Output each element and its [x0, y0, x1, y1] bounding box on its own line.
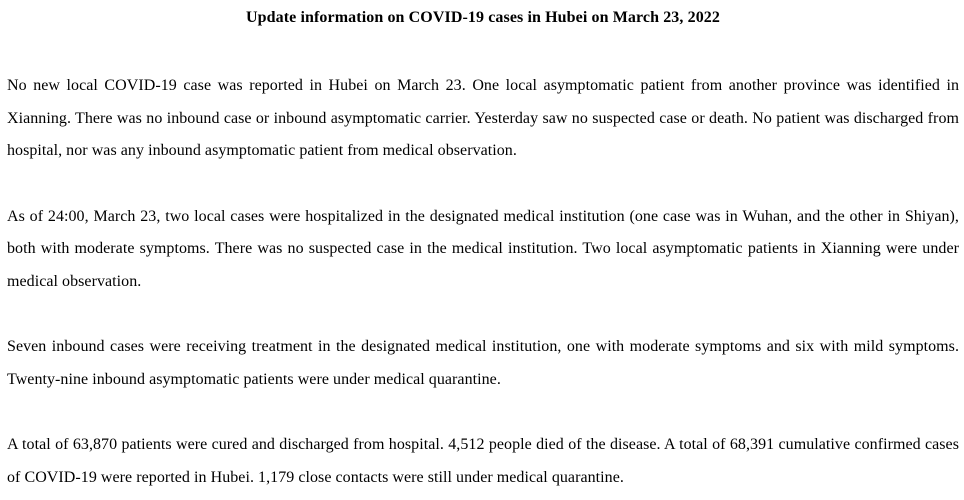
paragraph-cumulative-totals: A total of 63,870 patients were cured and discharged from hospital. 4,512 people died of the disease. A total of 68,391 cumulative confirmed cases of COVID-19 were reported in Hubei. 1,179 close contacts were still under medical quarantine.: [7, 436, 959, 486]
paragraph-new-cases: No new local COVID-19 case was reported in Hubei on March 23. One local asymptomatic patient from another province was identified in Xianning. There was no inbound case or inbound asymptomatic carrier. Yesterday saw no suspected case or death. No patient was discharged from hospital, nor was any inbound asymptomatic patient from medical observation.: [7, 77, 959, 159]
paragraph-inbound-cases: Seven inbound cases were receiving treatment in the designated medical institution, one with moderate symptoms and six with mild symptoms. Twenty-nine inbound asymptomatic patients were under medical quarantine.: [7, 338, 959, 388]
paragraph-hospitalized: As of 24:00, March 23, two local cases were hospitalized in the designated medical institution (one case was in Wuhan, and the other in Shiyan), both with moderate symptoms. There was no suspected case in the medical institution. Two local asymptomatic patients in Xianning were under medical observation.: [7, 207, 959, 290]
document-title: Update information on COVID-19 cases in Hubei on March 23, 2022: [245, 9, 721, 26]
